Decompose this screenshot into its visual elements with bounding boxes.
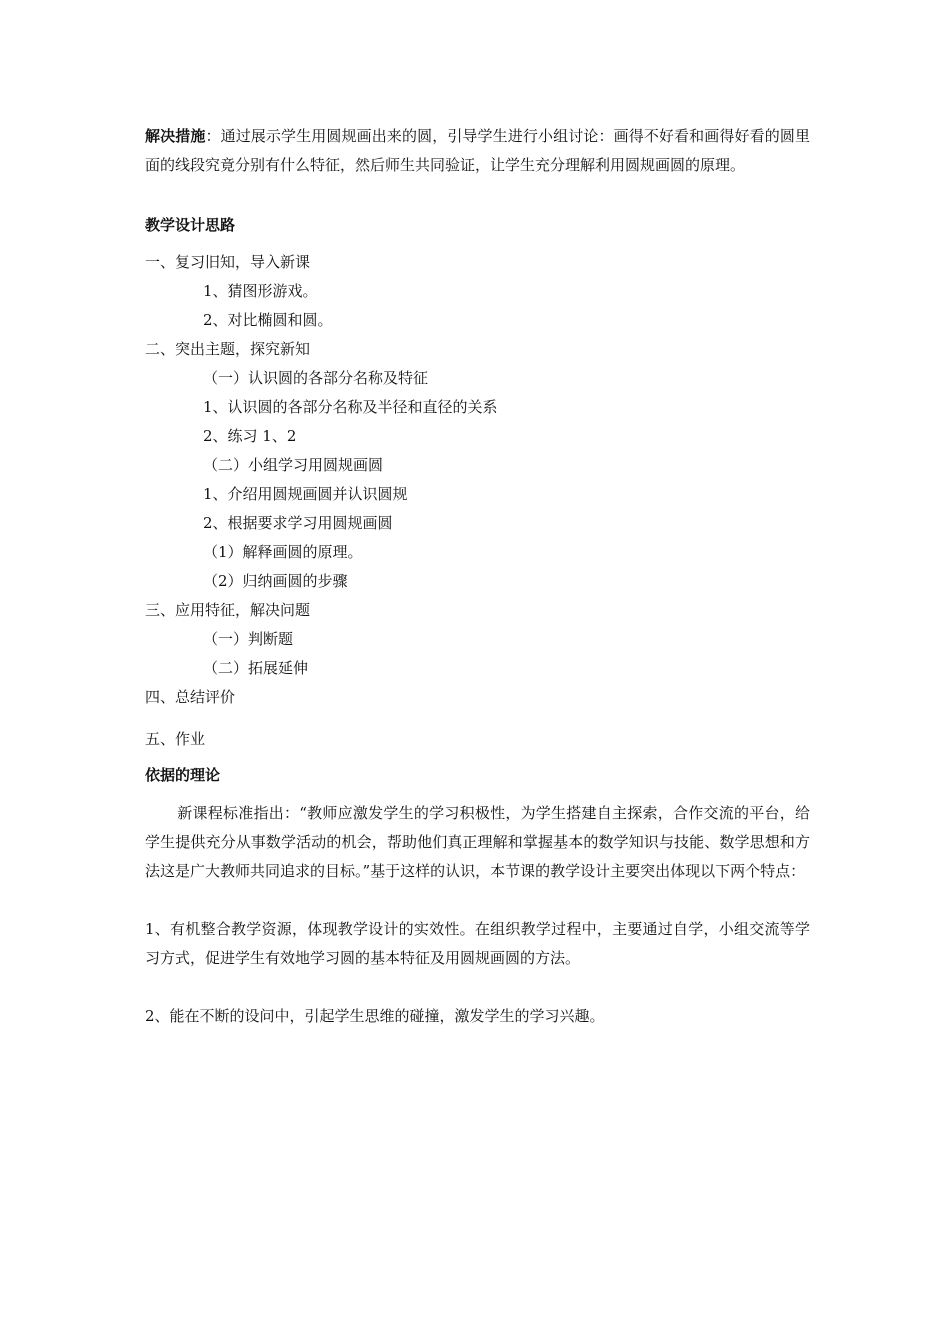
outline-item: 一、复习旧知，导入新课 [145,253,311,271]
outline-item: 三、应用特征，解决问题 [145,601,311,619]
outline-item: 1、介绍用圆规画圆并认识圆规 [203,485,408,503]
theory-point-1: 1、有机整合教学资源，体现教学设计的实效性。在组织教学过程中，主要通过自学，小组交流等学习方式，促进学生有效地学习圆的基本特征及用圆规画圆的方法。 [145,920,810,967]
outline-item: 1、猜图形游戏。 [203,282,318,300]
outline-item: 2、练习 1、2 [203,427,297,445]
outline-item: （一）判断题 [203,630,294,648]
design-heading: 教学设计思路 [145,216,236,234]
outline-item: （2）归纳画圆的步骤 [203,572,348,590]
outline-item: （二）小组学习用圆规画圆 [203,456,384,474]
outline-item: 五、作业 [145,730,206,748]
theory-intro-text: 新课程标准指出：“教师应激发学生的学习积极性，为学生搭建自主探索，合作交流的平台，给学生提供充分从事数学活动的机会，帮助他们真正理解和掌握基本的数学知识与技能、数学思想和方法这是广大教师共同追求的目标。”基于这样的认识，本节课的教学设计主要突出体现以下两个特点： [145,804,810,880]
measures-text: ：通过展示学生用圆规画出来的圆，引导学生进行小组讨论：画得不好看和画得好看的圆里面的线段究竟分别有什么特征，然后师生共同验证，让学生充分理解利用圆规画圆的原理。 [145,127,810,174]
outline-item: 二、突出主题，探究新知 [145,340,311,358]
theory-heading: 依据的理论 [145,766,221,784]
outline-item: （二）拓展延伸 [203,659,309,677]
measures-label: 解决措施 [145,127,206,145]
theory-intro-paragraph [145,799,810,886]
measures-paragraph [145,122,810,180]
outline-item: 2、对比椭圆和圆。 [203,311,333,329]
outline-item: （1）解释画圆的原理。 [203,543,363,561]
outline-item: 四、总结评价 [145,688,236,706]
theory-point-2: 2、能在不断的设问中，引起学生思维的碰撞，激发学生的学习兴趣。 [145,1007,605,1025]
outline-item: 1、认识圆的各部分名称及半径和直径的关系 [203,398,498,416]
outline-item: （一）认识圆的各部分名称及特征 [203,369,429,387]
outline-item: 2、根据要求学习用圆规画圆 [203,514,393,532]
